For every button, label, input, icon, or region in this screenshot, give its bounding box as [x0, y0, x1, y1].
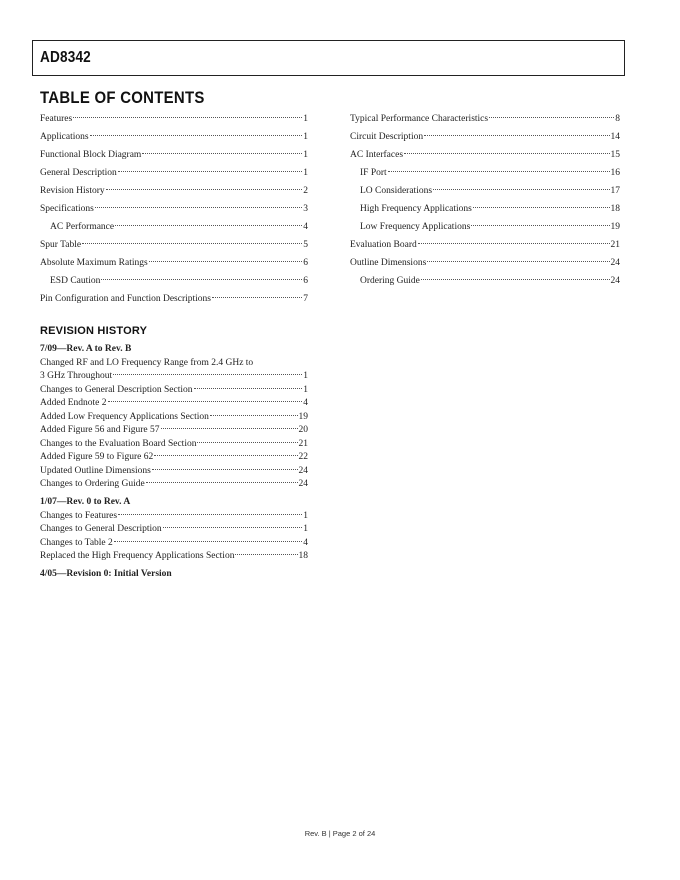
- toc-entry-label: Functional Block Diagram: [40, 150, 142, 160]
- dot-leader: [489, 117, 614, 118]
- toc-entry-label: LO Considerations: [360, 186, 433, 196]
- toc-entry[interactable]: [350, 200, 620, 218]
- dot-leader: [212, 297, 302, 298]
- revision-entry: [40, 537, 308, 551]
- toc-entry[interactable]: [40, 182, 308, 200]
- toc-entry-page: 8: [615, 114, 620, 124]
- page-footer: Rev. B | Page 2 of 24: [304, 829, 376, 838]
- dot-leader: [106, 189, 303, 190]
- revision-entry: [40, 478, 308, 492]
- rev-a-items: [40, 510, 308, 564]
- toc-entry-page: 24: [610, 258, 620, 268]
- toc-entry[interactable]: [350, 146, 620, 164]
- toc-entry-label: Ordering Guide: [360, 276, 420, 286]
- dot-leader: [424, 135, 609, 136]
- dot-leader: [73, 117, 302, 118]
- revision-entry-page: 21: [298, 438, 308, 449]
- revision-entry-label: Updated Outline Dimensions: [40, 465, 151, 476]
- toc-entry-page: 1: [303, 168, 308, 178]
- toc-entry-page: 16: [610, 168, 620, 178]
- toc-entry-page: 4: [303, 222, 308, 232]
- toc-entry[interactable]: [40, 254, 308, 272]
- dot-leader: [90, 135, 303, 136]
- revision-entry-page: 1: [303, 524, 308, 534]
- toc-entry-label: AC Performance: [50, 222, 115, 232]
- revision-entry: [40, 424, 308, 438]
- toc-entry[interactable]: [350, 218, 620, 236]
- toc-entry-label: Low Frequency Applications: [360, 222, 471, 232]
- revision-entry: [40, 510, 308, 524]
- dot-leader: [404, 153, 609, 154]
- toc-entry-label: Applications: [40, 132, 89, 142]
- toc-entry-page: 7: [303, 294, 308, 304]
- toc-entry[interactable]: [350, 164, 620, 182]
- toc-entry[interactable]: [350, 110, 620, 128]
- toc-entry[interactable]: [40, 110, 308, 128]
- revision-entry-label: Added Endnote 2: [40, 398, 107, 408]
- toc-entry-page: 18: [610, 204, 620, 214]
- toc-entry-page: 6: [303, 258, 308, 268]
- toc-entry-page: 14: [610, 132, 620, 142]
- revision-entry-page: 22: [298, 452, 308, 462]
- dot-leader: [154, 455, 297, 456]
- rev-0-block: [40, 568, 308, 582]
- toc-right-column: [350, 110, 620, 290]
- revision-entry-label: Changes to the Evaluation Board Section: [40, 438, 197, 449]
- toc-entry[interactable]: [350, 272, 620, 290]
- dot-leader: [108, 401, 303, 402]
- revision-entry-page: 1: [303, 510, 308, 521]
- toc-entry-page: 19: [610, 222, 620, 232]
- revision-entry-label: Changes to Features: [40, 510, 118, 521]
- toc-left-column: [40, 110, 308, 308]
- rev-b-intro-line: Changed RF and LO Frequency Range from 2.4 GHz to: [40, 357, 254, 368]
- revision-entry-label: Replaced the High Frequency Applications Section: [40, 551, 235, 561]
- dot-leader: [210, 415, 298, 416]
- toc-entry-page: 24: [610, 276, 620, 286]
- revision-entry-label: Added Figure 59 to Figure 62: [40, 452, 154, 462]
- toc-entry-page: 2: [303, 186, 308, 196]
- dot-leader: [149, 261, 303, 262]
- dot-leader: [118, 514, 302, 515]
- toc-entry-page: 1: [303, 114, 308, 124]
- revision-entry-page: 18: [298, 551, 308, 561]
- toc-entry-page: 1: [303, 150, 308, 160]
- revision-entry-label: Added Figure 56 and Figure 57: [40, 425, 160, 435]
- toc-entry-label: High Frequency Applications: [360, 204, 472, 214]
- dot-leader: [152, 469, 298, 470]
- revision-entry: [40, 384, 308, 398]
- toc-entry-label: Pin Configuration and Function Descriptions: [40, 294, 211, 304]
- toc-entry-label: Specifications: [40, 204, 94, 214]
- toc-entry[interactable]: [40, 236, 308, 254]
- rev-b-items: [40, 370, 308, 492]
- revision-entry: [40, 370, 308, 384]
- toc-entry-label: Features: [40, 114, 73, 124]
- toc-entry-page: 21: [610, 240, 620, 250]
- toc-entry-label: Revision History: [40, 186, 105, 196]
- header-box: [32, 40, 625, 76]
- dot-leader: [118, 171, 302, 172]
- rev-b-heading: 7/09—Rev. A to Rev. B: [40, 344, 132, 354]
- revision-entry: [40, 438, 308, 452]
- revision-entry: [40, 411, 308, 425]
- dot-leader: [163, 527, 303, 528]
- toc-entry[interactable]: [350, 128, 620, 146]
- toc-entry-page: 5: [303, 240, 308, 250]
- revision-entry-label: Added Low Frequency Applications Section: [40, 411, 209, 422]
- revision-entry-label: Changes to Ordering Guide: [40, 479, 145, 489]
- revision-entry-label: 3 GHz Throughout: [40, 371, 113, 381]
- toc-entry-label: IF Port: [360, 168, 387, 178]
- toc-entry-label: Outline Dimensions: [350, 258, 427, 268]
- toc-entry-label: Evaluation Board: [350, 240, 417, 250]
- dot-leader: [235, 554, 297, 555]
- revision-entry-label: Changes to General Description Section: [40, 384, 193, 395]
- dot-leader: [146, 482, 298, 483]
- dot-leader: [95, 207, 302, 208]
- rev-b-block: [40, 343, 308, 492]
- toc-entry[interactable]: [350, 254, 620, 272]
- toc-entry-label: Typical Performance Characteristics: [350, 114, 489, 124]
- revision-entry-page: 4: [303, 398, 308, 408]
- toc-title: TABLE OF CONTENTS: [40, 88, 205, 107]
- toc-entry-label: Circuit Description: [350, 132, 424, 142]
- revision-entry-page: 1: [303, 384, 308, 395]
- toc-entry-label: Absolute Maximum Ratings: [40, 258, 148, 268]
- dot-leader: [473, 207, 610, 208]
- toc-entry[interactable]: [40, 146, 308, 164]
- toc-entry[interactable]: [40, 164, 308, 182]
- toc-entry-page: 6: [303, 276, 308, 286]
- dot-leader: [418, 243, 610, 244]
- toc-entry[interactable]: [40, 200, 308, 218]
- toc-entry[interactable]: [40, 128, 308, 146]
- part-number: AD8342: [40, 49, 91, 66]
- toc-entry-page: 3: [303, 204, 308, 214]
- toc-entry-label: ESD Caution: [50, 276, 101, 286]
- revision-entry: [40, 397, 308, 411]
- dot-leader: [101, 279, 302, 280]
- dot-leader: [142, 153, 302, 154]
- revision-entry-page: 1: [303, 371, 308, 381]
- revision-entry-page: 4: [303, 537, 308, 548]
- dot-leader: [114, 541, 302, 542]
- dot-leader: [427, 261, 609, 262]
- dot-leader: [161, 428, 298, 429]
- toc-entry[interactable]: [40, 218, 308, 236]
- revision-entry: [40, 523, 308, 537]
- toc-entry[interactable]: [40, 290, 308, 308]
- dot-leader: [115, 225, 302, 226]
- toc-entry[interactable]: [350, 236, 620, 254]
- dot-leader: [388, 171, 610, 172]
- toc-entry-page: 1: [303, 132, 308, 142]
- dot-leader: [197, 442, 297, 443]
- revision-entry-label: Changes to General Description: [40, 524, 162, 534]
- revision-entry: [40, 451, 308, 465]
- toc-entry[interactable]: [350, 182, 620, 200]
- revision-entry: [40, 465, 308, 479]
- dot-leader: [471, 225, 609, 226]
- revision-history-title: REVISION HISTORY: [40, 325, 148, 337]
- revision-entry-page: 20: [298, 425, 308, 435]
- rev-a-heading: 1/07—Rev. 0 to Rev. A: [40, 497, 131, 507]
- dot-leader: [113, 374, 302, 375]
- toc-entry-page: 15: [610, 150, 620, 160]
- dot-leader: [433, 189, 609, 190]
- toc-entry-label: AC Interfaces: [350, 150, 404, 160]
- revision-entry-label: Changes to Table 2: [40, 537, 113, 548]
- toc-entry-label: Spur Table: [40, 240, 82, 250]
- dot-leader: [421, 279, 610, 280]
- toc-entry[interactable]: [40, 272, 308, 290]
- revision-entry-page: 24: [298, 479, 308, 489]
- rev-a-block: [40, 496, 308, 564]
- revision-entry-page: 24: [298, 465, 308, 476]
- dot-leader: [194, 388, 303, 389]
- revision-entry-page: 19: [298, 411, 308, 422]
- rev-0-heading: 4/05—Revision 0: Initial Version: [40, 569, 172, 579]
- revision-entry: [40, 550, 308, 564]
- toc-entry-label: General Description: [40, 168, 117, 178]
- toc-entry-page: 17: [610, 186, 620, 196]
- dot-leader: [82, 243, 302, 244]
